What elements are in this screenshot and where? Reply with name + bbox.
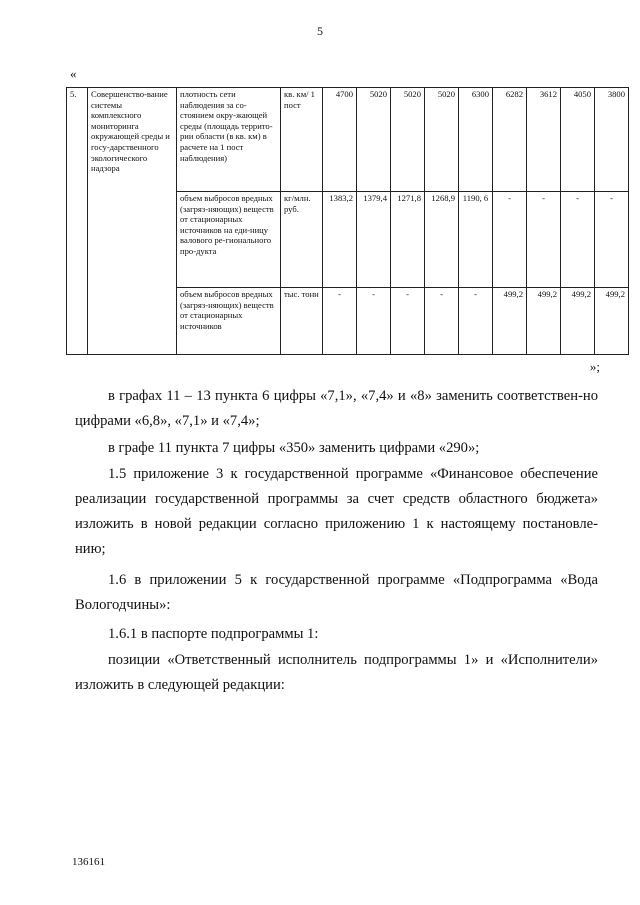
closing-quote-mark: »; [589,359,600,374]
value-cell: 3612 [527,88,561,192]
unit-cell: тыс. тонн [281,288,323,355]
paragraph-1-6-1: 1.6.1 в паспорте подпрограммы 1: [108,626,319,642]
value-cell: - [561,192,595,288]
value-cell: 5020 [357,88,391,192]
value-cell: - [391,288,425,355]
paragraph-graphs-11-13: в графах 11 – 13 пункта 6 цифры «7,1», «7,4» и «8» заменить соответствен-но цифрами «6,8», «7,1» и «7,4»; [75,388,598,429]
value-cell: 4700 [323,88,357,192]
value-cell: - [459,288,493,355]
value-cell: 6282 [493,88,527,192]
value-cell: 5020 [391,88,425,192]
program-name-cell: Совершенство-вание системы комплексного мониторинга окружающей среды и госу-дарственного экологического надзора [88,88,177,355]
value-cell: 1379,4 [357,192,391,288]
page-number: 5 [317,24,323,38]
value-cell: 499,2 [493,288,527,355]
value-cell: 5020 [425,88,459,192]
value-cell: 499,2 [595,288,629,355]
paragraph-1-5: 1.5 приложение 3 к государственной программе «Финансовое обеспечение реализации государственной программы за счет средств областного бюджета» изложить в новой редакции согласно приложению 1 к настоящему постановле-нию; [75,466,598,557]
table-row [67,88,629,192]
indicator-cell: плотность сети наблюдения за со-стоянием окру-жающей среды (площадь террито-рии области (в кв. км) в расчете на 1 пост наблюдения) [177,88,281,192]
unit-cell: кг/млн. руб. [281,192,323,288]
value-cell: - [595,192,629,288]
paragraph-graph-11: в графе 11 пункта 7 цифры «350» заменить цифрами «290»; [108,440,480,456]
value-cell: 6300 [459,88,493,192]
value-cell: - [357,288,391,355]
paragraph-positions: позиции «Ответственный исполнитель подпрограммы 1» и «Исполнители» изложить в следующей редакции: [75,652,598,693]
value-cell: 1190, 6 [459,192,493,288]
value-cell: 499,2 [561,288,595,355]
indicators-table [66,87,629,355]
value-cell: - [527,192,561,288]
value-cell: 499,2 [527,288,561,355]
opening-quote-mark: « [70,66,77,81]
value-cell: 1383,2 [323,192,357,288]
value-cell: - [493,192,527,288]
indicator-cell: объем выбросов вредных (загряз-няющих) веществ от стационарных источников [177,288,281,355]
row-index: 5. [67,88,88,355]
value-cell: 1268,9 [425,192,459,288]
unit-cell: кв. км/ 1 пост [281,88,323,192]
value-cell: - [425,288,459,355]
value-cell: 1271,8 [391,192,425,288]
value-cell: 4050 [561,88,595,192]
value-cell: - [323,288,357,355]
footer-document-code: 136161 [72,856,105,868]
indicator-cell: объем выбросов вредных (загряз-няющих) веществ от стационарных источников на еди-ницу валового ре-гионального про-дукта [177,192,281,288]
paragraph-1-6: 1.6 в приложении 5 к государственной программе «Подпрограмма «Вода Вологодчины»: [75,572,598,613]
value-cell: 3800 [595,88,629,192]
